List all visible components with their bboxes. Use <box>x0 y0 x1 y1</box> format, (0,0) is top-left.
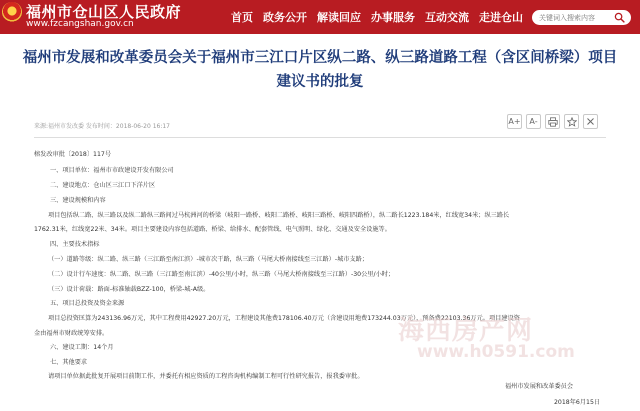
body-line: 项目总投资匡算为243136.96万元，其中工程费用42927.20万元，工程建设其他费178106.40万元（含建设用地费173244.03万元），预备费22103.36万元。项目建设资 <box>48 315 520 322</box>
favorite-button[interactable] <box>564 114 579 129</box>
body-line: 五、项目总投资及资金来源 <box>50 300 125 307</box>
search-icon[interactable] <box>614 12 625 23</box>
nav-item-home[interactable]: 首页 <box>231 11 253 24</box>
nav-item-interpretation[interactable]: 解读回应 <box>317 11 361 24</box>
body-line: 一、项目单位：福州市市政建设开发有限公司 <box>50 167 174 174</box>
national-emblem-icon[interactable] <box>2 2 22 22</box>
search-box <box>532 10 631 25</box>
meta-divider <box>34 137 606 138</box>
nav-item-interaction[interactable]: 互动交流 <box>425 11 469 24</box>
signature-organization: 福州市发展和改革委员会 <box>505 383 574 390</box>
body-line: （二）设计行车速度：纵二路、纵三路（三江路至南江滨）-40公里/小时，纵三路（马尾大桥南接线至三江路）-30公里/小时； <box>48 271 395 278</box>
article-meta: 来源:福州市发改委 发布时间：2018-06-20 16:17 <box>34 123 170 130</box>
body-line: 项目包括纵二路、纵三路以及纵二路纵三路间过马杭洲河的桥梁（岐阳一路桥、岐阳二路桥、岐阳三路桥、岐阳四路桥），纵二路长1223.184米，红线宽34米；纵三路长 <box>48 212 510 219</box>
print-button[interactable] <box>545 114 560 129</box>
body-line: （三）设计荷载：路面-标准轴载BZZ-100，桥梁-城-A级。 <box>48 286 210 293</box>
font-increase-button[interactable] <box>507 114 522 129</box>
body-line: 请项目单位据此批复开展项目前期工作，并委托有相应资质的工程咨询机构编制工程可行性研究报告，报我委审批。 <box>48 373 364 380</box>
print-icon <box>548 117 558 127</box>
site-title[interactable]: 福州市仓山区人民政府 <box>26 3 182 21</box>
font-decrease-label: A- <box>529 116 538 126</box>
body-line: 1762.31米，红线宽22米、34米。项目主要建设内容包括道路、桥梁、给排水、配套管线、电气照明、绿化、交通及安全设施等。 <box>34 226 391 233</box>
watermark-text: 海西房产网 <box>398 316 534 346</box>
body-line: （一）道路等级：纵二路、纵三路（三江路至南江滨）-城市次干路，纵三路（马尾大桥南接线至三江路）-城市支路； <box>48 256 369 263</box>
article-title: 福州市发展和改革委员会关于福州市三江口片区纵二路、纵三路道路工程（含区间桥梁）项目建议书的批复 <box>22 50 618 90</box>
star-icon <box>567 117 577 127</box>
signature-date: 2018年6月15日 <box>554 399 601 406</box>
body-line: 四、主要技术指标 <box>50 241 100 248</box>
font-decrease-button[interactable] <box>526 114 541 129</box>
site-header <box>0 0 640 34</box>
main-nav <box>231 9 533 25</box>
site-url: www.fzcangshan.gov.cn <box>26 19 134 29</box>
body-line: 七、其他要求 <box>50 359 88 366</box>
font-increase-label: A+ <box>508 116 521 126</box>
nav-item-services[interactable]: 办事服务 <box>371 11 415 24</box>
body-line: 三、建设规模和内容 <box>50 197 106 204</box>
nav-item-about-cangshan[interactable]: 走进仓山 <box>479 11 523 24</box>
nav-item-gov-affairs[interactable]: 政务公开 <box>263 11 307 24</box>
document-number: 榕发改审批〔2018〕117号 <box>34 151 112 158</box>
body-line: 金由福州市财政统筹安排。 <box>34 330 109 337</box>
close-button[interactable] <box>583 114 598 129</box>
body-line: 二、建设地点：仓山区三江口下洋片区 <box>50 182 156 189</box>
watermark-url: www.h0591.com <box>417 342 575 362</box>
close-icon <box>586 117 595 126</box>
search-input[interactable] <box>539 11 611 24</box>
body-line: 六、建设工期：14个月 <box>50 344 114 351</box>
